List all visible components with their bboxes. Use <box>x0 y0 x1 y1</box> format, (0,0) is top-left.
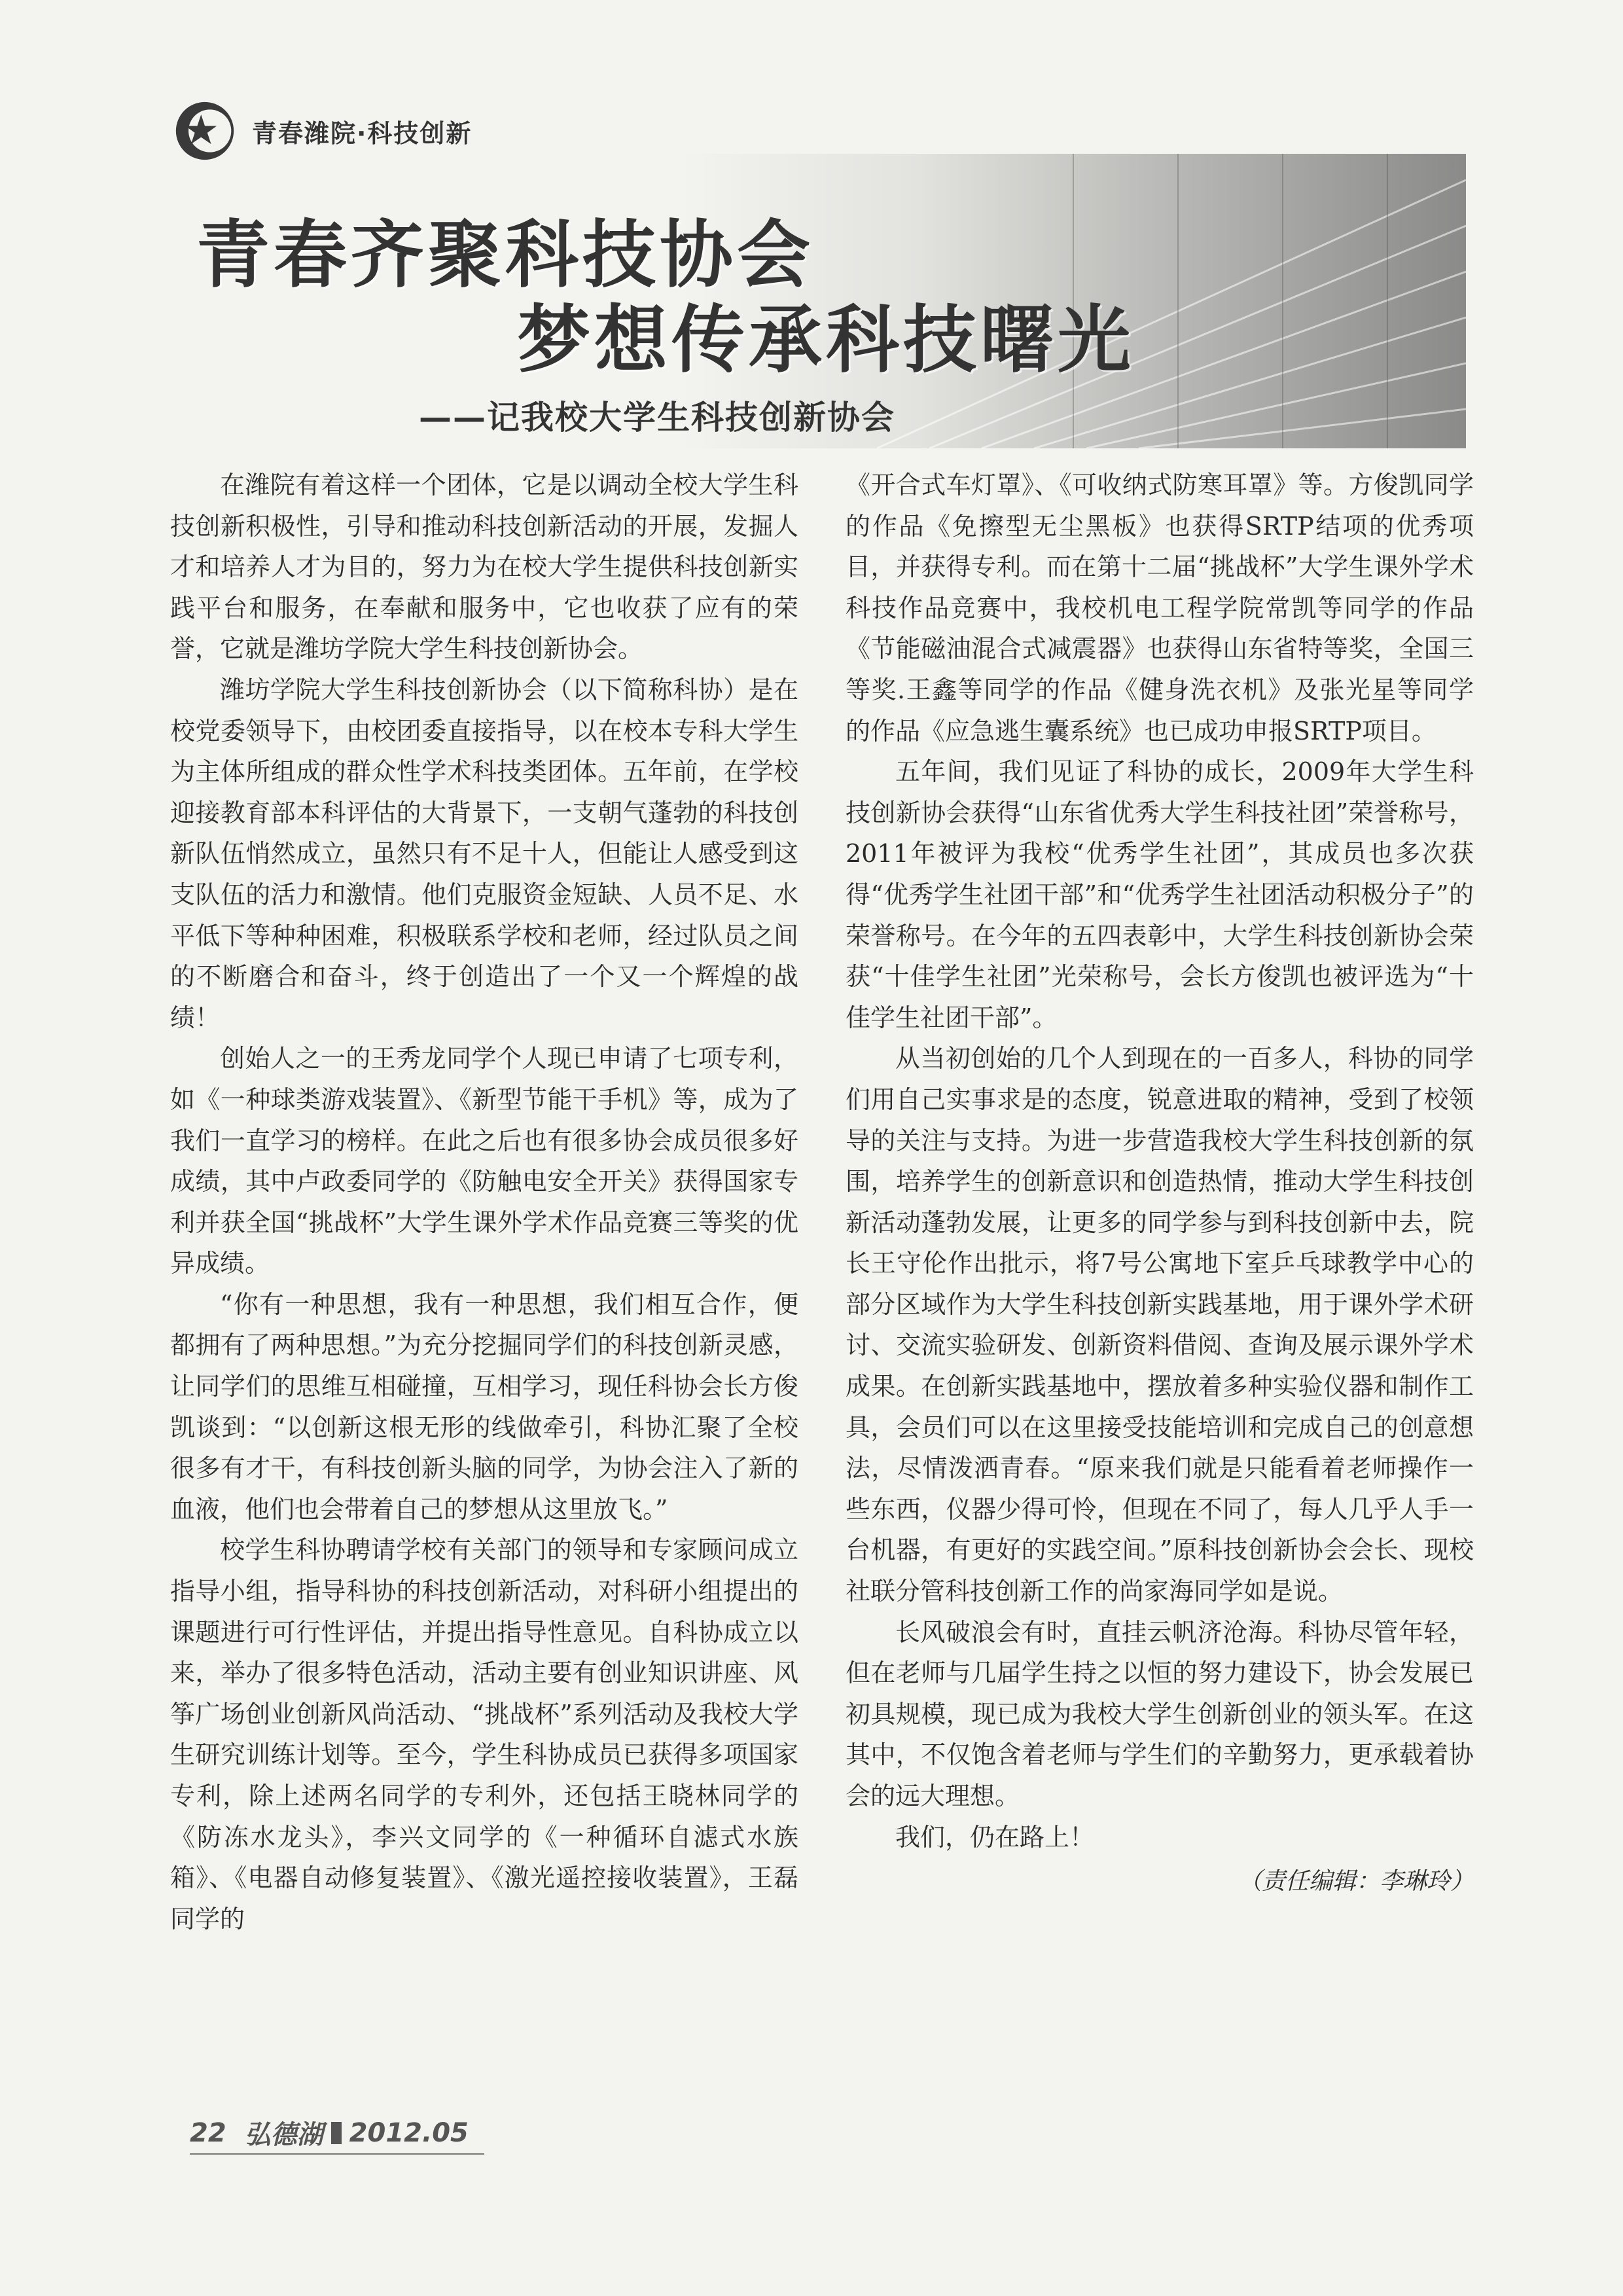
left-column <box>170 465 798 1939</box>
paragraph: 创始人之一的王秀龙同学个人现已申请了七项专利，如《一种球类游戏装置》、《新型节能干手机》等，成为了我们一直学习的榜样。在此之后也有很多协会成员很多好成绩，其中卢政委同学的《防触电安全开关》获得国家专利并获全国“挑战杯”大学生课外学术作品竞赛三等奖的优异成绩。 <box>170 1044 798 1278</box>
paragraph: 校学生科协聘请学校有关部门的领导和专家顾问成立指导小组，指导科协的科技创新活动，对科研小组提出的课题进行可行性评估，并提出指导性意见。自科协成立以来，举办了很多特色活动，活动主要有创业知识讲座、风筝广场创业创新风尚活动、“挑战杯”系列活动及我校大学生研究训练计划等。至今，学生科协成员已获得多项国家专利，除上述两名同学的专利外，还包括王晓林同学的《防冻水龙头》，李兴文同学的《一种循环自滤式水族箱》、《电器自动修复装置》、《激光遥控接收装置》，王磊同学的 <box>170 1535 798 1933</box>
footer-separator <box>331 2122 342 2144</box>
section-header <box>173 98 472 164</box>
page-number: 22 <box>190 2117 226 2148</box>
subtitle: ——记我校大学生科技创新协会 <box>419 399 895 437</box>
paragraph: 在潍院有着这样一个团体，它是以调动全校大学生科技创新积极性，引导和推动科技创新活动的开展，发掘人才和培养人才为目的，努力为在校大学生提供科技创新实践平台和服务，在奉献和服务中，它也收获了应有的荣誉，它就是潍坊学院大学生科技创新协会。 <box>170 471 798 664</box>
headline-line-1: 青春齐聚科技协会 <box>196 213 814 298</box>
paragraph: 长风破浪会有时，直挂云帆济沧海。科协尽管年轻，但在老师与几届学生持之以恒的努力建设下，协会发展已初具规模，现已成为我校大学生创新创业的领头军。在这其中，不仅饱含着老师与学生们的辛勤努力，更承载着协会的远大理想。 <box>846 1617 1474 1810</box>
magazine-name: 弘德湖 <box>244 2120 323 2150</box>
paragraph: 从当初创始的几个人到现在的一百多人，科协的同学们用自己实事求是的态度，锐意进取的精神，受到了校领导的关注与支持。为进一步营造我校大学生科技创新的氛围，培养学生的创新意识和创造热情，推动大学生科技创新活动蓬勃发展，让更多的同学参与到科技创新中去，院长王守伦作出批示，将7号公寓地下室乒乓球教学中心的部分区域作为大学生科技创新实践基地，用于课外学术研讨、交流实验研发、创新资料借阅、查询及展示课外学术成果。在创新实践基地中，摆放着多种实验仪器和制作工具，会员们可以在这里接受技能培训和完成自己的创意想法，尽情泼洒青春。“原来我们就是只能看着老师操作一些东西，仪器少得可怜，但现在不同了，每人几乎人手一台机器，有更好的实践空间。”原科技创新协会会长、现校社联分管科技创新工作的尚家海同学如是说。 <box>846 1044 1474 1606</box>
paragraph: “你有一种思想，我有一种思想，我们相互合作，便都拥有了两种思想。”为充分挖掘同学们的科技创新灵感，让同学们的思维互相碰撞，互相学习，现任科协会长方俊凯谈到：“以创新这根无形的线做牵引，科协汇聚了全校很多有才干，有科技创新头脑的同学，为协会注入了新的血液，他们也会带着自己的梦想从这里放飞。” <box>170 1289 798 1524</box>
editor-credit: （责任编辑：李琳玲） <box>1238 1868 1474 1895</box>
circle-star-logo-icon <box>173 99 236 162</box>
right-column <box>846 465 1474 1903</box>
paragraph: 潍坊学院大学生科技创新协会（以下简称科协）是在校党委领导下，由校团委直接指导，以在校本专科大学生为主体所组成的群众性学术科技类团体。五年前，在学校迎接教育部本科评估的大背景下，一支朝气蓬勃的科技创新队伍悄然成立，虽然只有不足十人，但能让人感受到这支队伍的活力和激情。他们克服资金短缺、人员不足、水平低下等种种困难，积极联系学校和老师，经过队员之间的不断磨合和奋斗，终于创造出了一个又一个辉煌的战绩！ <box>170 675 798 1032</box>
paragraph: 五年间，我们见证了科协的成长，2009年大学生科技创新协会获得“山东省优秀大学生科技社团”荣誉称号，2011年被评为我校“优秀学生社团”，其成员也多次获得“优秀学生社团干部”和“优秀学生社团活动积极分子”的荣誉称号。在今年的五四表彰中，大学生科技创新协会荣获“十佳学生社团”光荣称号，会长方俊凯也被评选为“十佳学生社团干部”。 <box>846 757 1474 1032</box>
paragraph: 我们，仍在路上！ <box>895 1822 1095 1852</box>
issue-date: 2012.05 <box>349 2117 469 2148</box>
page-footer <box>190 2114 469 2151</box>
section-label: 青春潍院·科技创新 <box>252 118 473 148</box>
footer-rule <box>190 2153 484 2155</box>
headline-line-2: 梦想传承科技曙光 <box>517 298 1135 383</box>
paragraph: 《开合式车灯罩》、《可收纳式防寒耳罩》等。方俊凯同学的作品《免擦型无尘黑板》也获得SRTP结项的优秀项目，并获得专利。而在第十二届“挑战杯”大学生课外学术科技作品竞赛中，我校机电工程学院常凯等同学的作品《节能磁油混合式减震器》也获得山东省特等奖，全国三等奖.王鑫等同学的作品《健身洗衣机》及张光星等同学的作品《应急逃生囊系统》也已成功申报SRTP项目。 <box>846 471 1474 745</box>
